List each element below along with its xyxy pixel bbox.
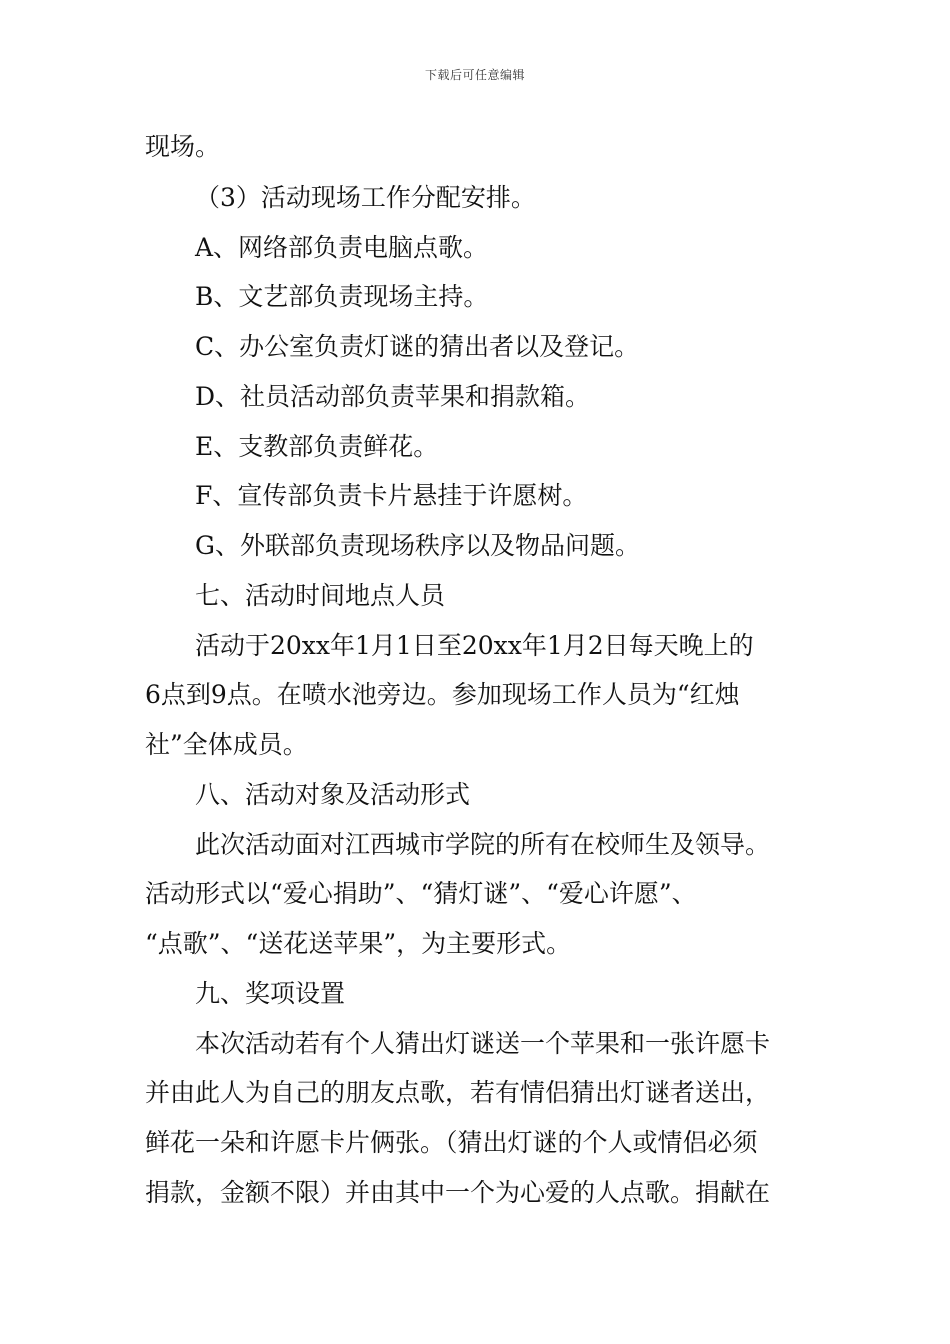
section-heading: 七、活动时间地点人员	[195, 581, 446, 610]
text-line: A、网络部负责电脑点歌。	[195, 233, 489, 262]
text-line: 本次活动若有个人猜出灯谜送一个苹果和一张许愿卡	[195, 1029, 771, 1058]
text-line: “点歌”、“送花送苹果”，为主要形式。	[145, 929, 572, 958]
text-line: 鲜花一朵和许愿卡片俩张。（猜出灯谜的个人或情侣必须	[145, 1128, 758, 1157]
text-line: D、社员活动部负责苹果和捐款箱。	[195, 382, 591, 411]
text-line: （3）活动现场工作分配安排。	[195, 183, 536, 212]
text-line: B、文艺部负责现场主持。	[195, 282, 489, 311]
text-line: 6点到9点。在喷水池旁边。参加现场工作人员为“红烛	[145, 680, 740, 709]
text-line: G、外联部负责现场秩序以及物品问题。	[195, 531, 640, 560]
text-line: 此次活动面对江西城市学院的所有在校师生及领导。	[195, 830, 771, 859]
text-line: 社”全体成员。	[145, 730, 308, 759]
text-line: 现场。	[145, 132, 221, 161]
page-header: 下载后可任意编辑	[424, 68, 525, 82]
section-heading: 九、奖项设置	[195, 979, 346, 1008]
text-line: 并由此人为自己的朋友点歌，若有情侣猜出灯谜者送出，	[145, 1078, 771, 1107]
text-line: 活动形式以“爱心捐助”、“猜灯谜”、“爱心许愿”、	[145, 879, 697, 908]
section-heading: 八、活动对象及活动形式	[195, 780, 471, 809]
text-line: 捐款，金额不限）并由其中一个为心爱的人点歌。捐献在	[145, 1178, 771, 1207]
text-line: E、支教部负责鲜花。	[195, 432, 439, 461]
text-line: 活动于20xx年1月1日至20xx年1月2日每天晚上的	[195, 631, 754, 660]
text-line: C、办公室负责灯谜的猜出者以及登记。	[195, 332, 640, 361]
text-line: F、宣传部负责卡片悬挂于许愿树。	[195, 481, 588, 510]
